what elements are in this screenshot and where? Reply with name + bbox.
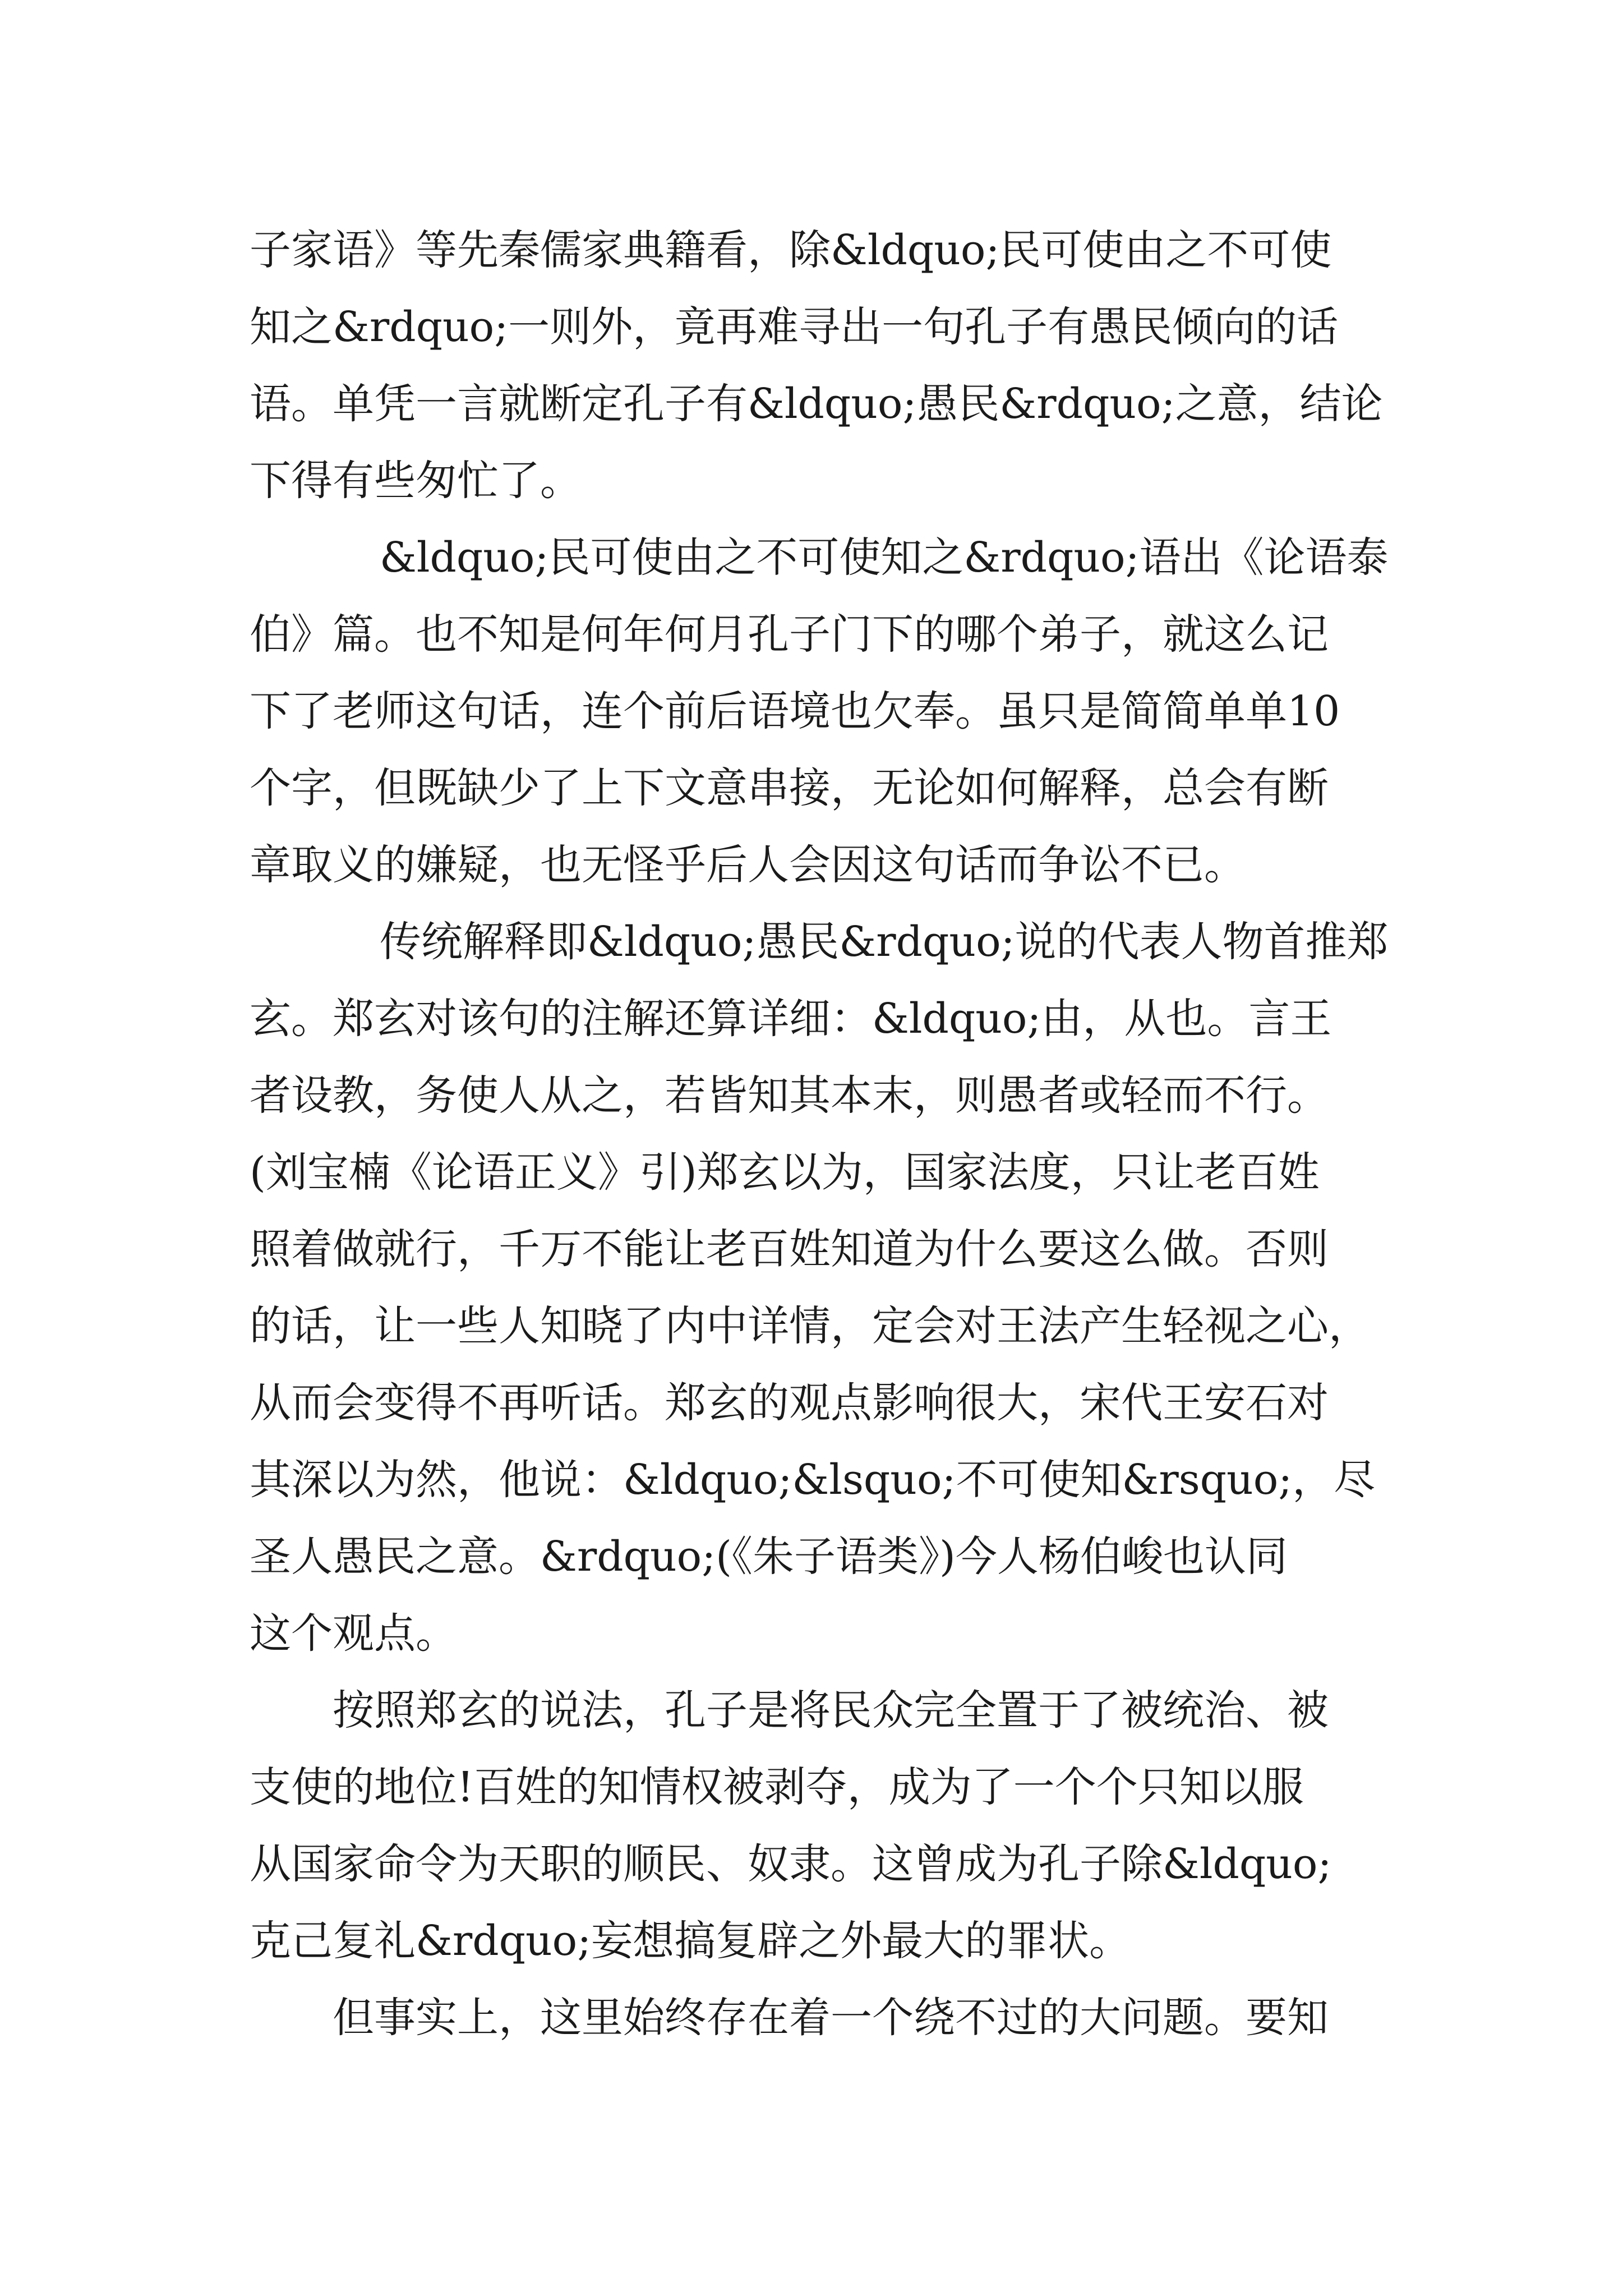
- text-line: 知之&rdquo;一则外，竟再难寻出一句孔子有愚民倾向的话: [250, 303, 1339, 351]
- text-line: 玄。郑玄对该句的注解还算详细：&ldquo;由，从也。言王: [250, 995, 1332, 1043]
- text-line: 下了老师这句话，连个前后语境也欠奉。虽只是简简单单10: [250, 687, 1340, 735]
- text-line: 章取义的嫌疑，也无怪乎后人会因这句话而争讼不已。: [250, 841, 1246, 889]
- paragraph-first-line: 按照郑玄的说法，孔子是将民众完全置于了被统治、被: [333, 1686, 1329, 1734]
- text-line: 个字，但既缺少了上下文意串接，无论如何解释，总会有断: [250, 764, 1329, 812]
- text-line: 从国家命令为天职的顺民、奴隶。这曾成为孔子除&ldquo;: [250, 1840, 1332, 1888]
- body-text: [250, 212, 1394, 2056]
- text-line: 伯》篇。也不知是何年何月孔子门下的哪个弟子，就这么记: [250, 610, 1329, 659]
- text-line: 的话，让一些人知晓了内中详情，定会对王法产生轻视之心，: [250, 1302, 1370, 1350]
- paragraph-first-line: 但事实上，这里始终存在着一个绕不过的大问题。要知: [333, 1994, 1329, 2042]
- text-line: 支使的地位!百姓的知情权被剥夺，成为了一个个只知以服: [250, 1763, 1304, 1811]
- text-line: 语。单凭一言就断定孔子有&ldquo;愚民&rdquo;之意，结论: [250, 380, 1383, 428]
- text-line: 照着做就行，千万不能让老百姓知道为什么要这么做。否则: [250, 1225, 1329, 1273]
- text-line: 下得有些匆忙了。: [250, 457, 582, 505]
- text-line: 从而会变得不再听话。郑玄的观点影响很大，宋代王安石对: [250, 1379, 1329, 1427]
- text-line: 其深以为然，他说：&ldquo;&lsquo;不可使知&rsquo;，尽: [250, 1456, 1376, 1504]
- text-line: 者设教，务使人从之，若皆知其本末，则愚者或轻而不行。: [250, 1071, 1329, 1120]
- text-line: 克己复礼&rdquo;妄想搞复辟之外最大的罪状。: [250, 1917, 1131, 1965]
- paragraph-first-line: &ldquo;民可使由之不可使知之&rdquo;语出《论语泰: [380, 533, 1389, 582]
- text-line: (刘宝楠《论语正义》引)郑玄以为，国家法度，只让老百姓: [250, 1148, 1320, 1197]
- paragraph-first-line: 传统解释即&ldquo;愚民&rdquo;说的代表人物首推郑: [380, 918, 1389, 966]
- text-line: 这个观点。: [250, 1609, 457, 1658]
- text-line: 圣人愚民之意。&rdquo;(《朱子语类》)今人杨伯峻也认同: [250, 1533, 1288, 1581]
- text-line: 子家语》等先秦儒家典籍看，除&ldquo;民可使由之不可使: [250, 226, 1332, 274]
